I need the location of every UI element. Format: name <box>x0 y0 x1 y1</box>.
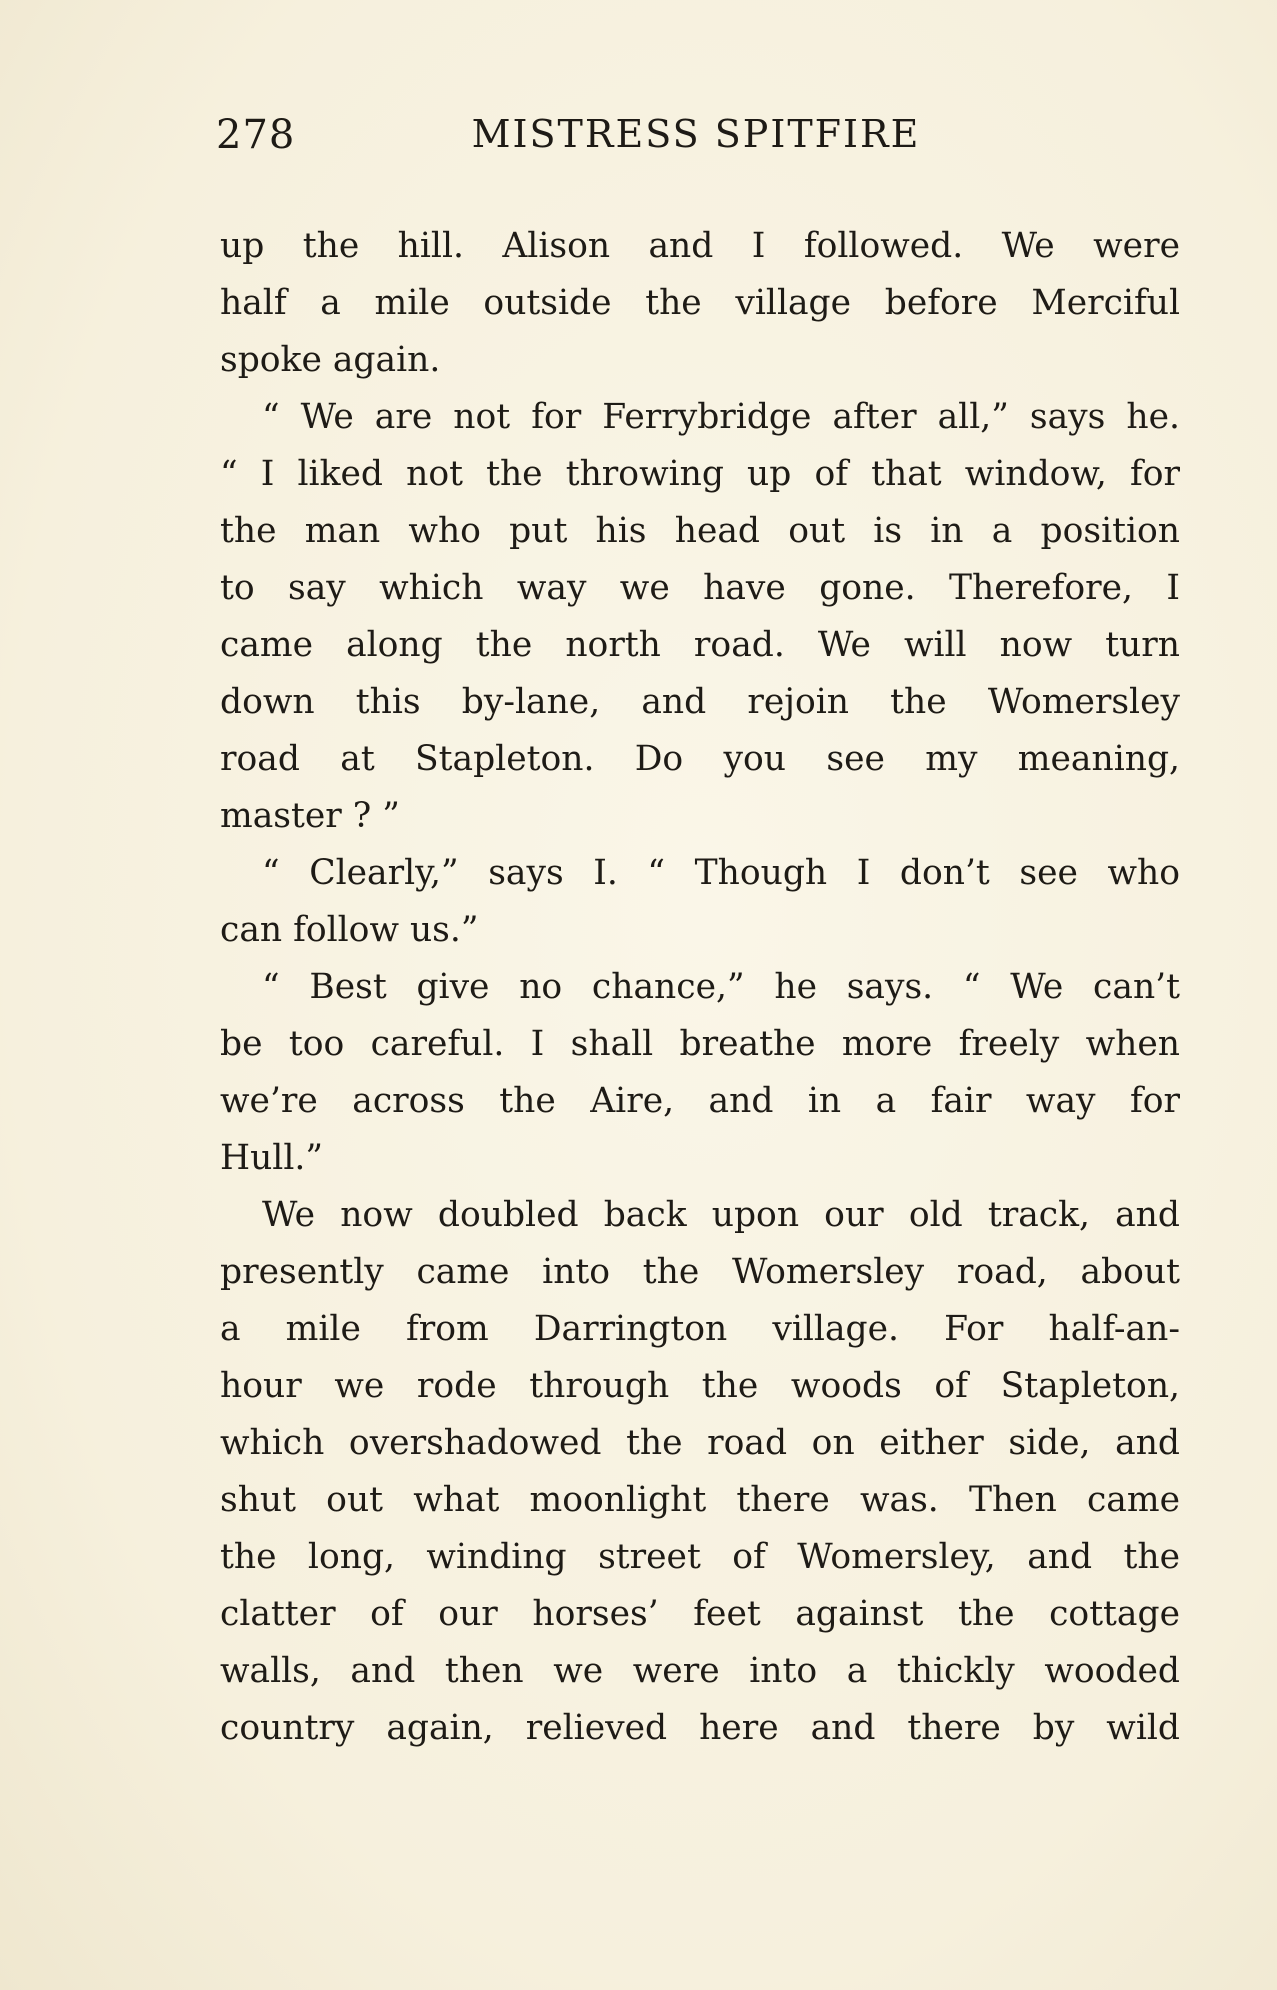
text-line: which overshadowed the road on either side, and <box>220 1423 1180 1463</box>
text-line: half a mile outside the village before Merciful <box>220 283 1180 323</box>
text-line: walls, and then we were into a thickly wooded <box>220 1651 1180 1691</box>
body-text <box>220 218 1180 1757</box>
text-line: “ Clearly,” says I. “ Though I don’t see who <box>262 853 1180 893</box>
text-line: the long, winding street of Womersley, and the <box>220 1537 1180 1577</box>
text-line: we’re across the Aire, and in a fair way for <box>220 1081 1180 1121</box>
running-title: MISTRESS SPITFIRE <box>471 112 921 156</box>
text-line: to say which way we have gone. Therefore, I <box>220 568 1180 608</box>
text-line: clatter of our horses’ feet against the cottage <box>220 1594 1180 1634</box>
text-line: Hull.” <box>220 1138 323 1178</box>
text-line: We now doubled back upon our old track, and <box>262 1195 1180 1235</box>
text-line: “ I liked not the throwing up of that window, for <box>220 454 1180 494</box>
text-line: country again, relieved here and there by wild <box>220 1708 1180 1748</box>
text-line: hour we rode through the woods of Stapleton, <box>220 1366 1180 1406</box>
text-line: road at Stapleton. Do you see my meaning, <box>220 739 1180 779</box>
text-line: the man who put his head out is in a position <box>220 511 1180 551</box>
text-line: can follow us.” <box>220 910 479 950</box>
text-line: up the hill. Alison and I followed. We were <box>220 226 1180 266</box>
text-line: “ Best give no chance,” he says. “ We can’t <box>262 967 1180 1007</box>
page-header <box>216 112 1176 172</box>
text-line: “ We are not for Ferrybridge after all,” says he. <box>262 397 1180 437</box>
text-line: spoke again. <box>220 340 441 380</box>
text-line: came along the north road. We will now turn <box>220 625 1180 665</box>
text-line: master ? ” <box>220 796 400 836</box>
text-line: a mile from Darrington village. For half-an- <box>220 1309 1180 1349</box>
page-number: 278 <box>216 112 296 158</box>
text-line: shut out what moonlight there was. Then came <box>220 1480 1180 1520</box>
text-line: down this by-lane, and rejoin the Womersley <box>220 682 1180 722</box>
text-line: presently came into the Womersley road, about <box>220 1252 1180 1292</box>
text-line: be too careful. I shall breathe more freely when <box>220 1024 1180 1064</box>
